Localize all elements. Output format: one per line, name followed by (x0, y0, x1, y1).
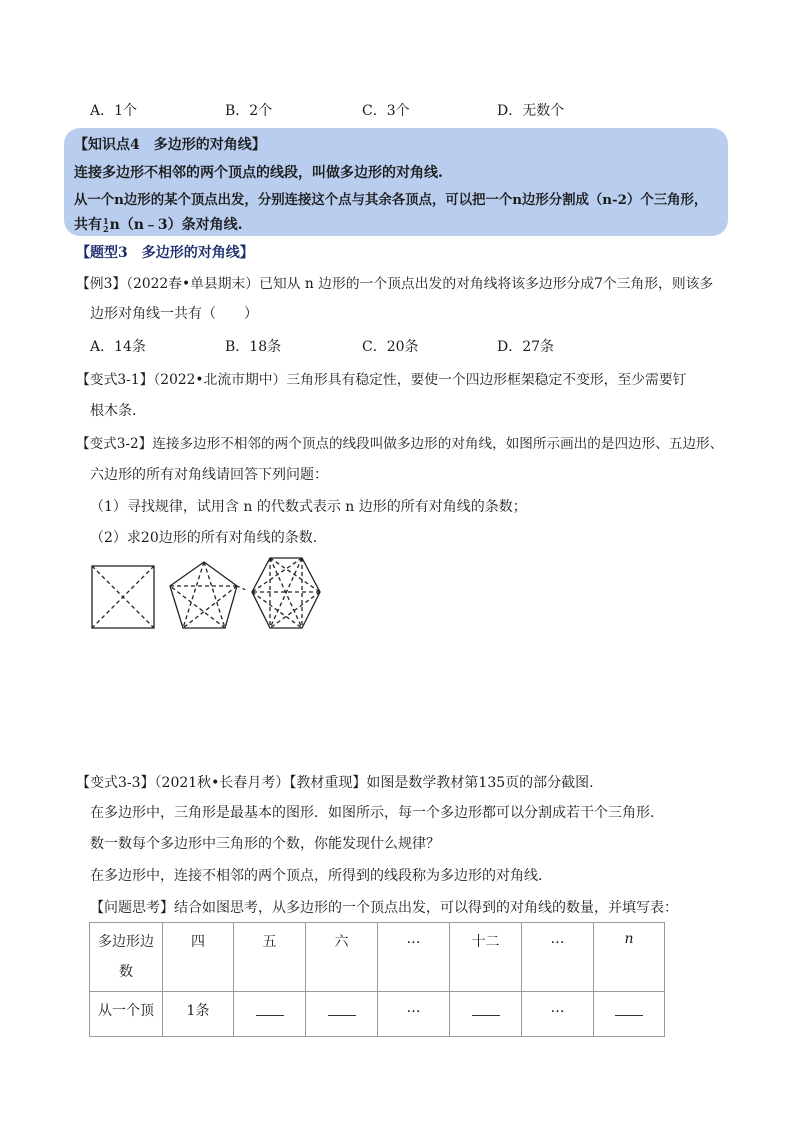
example3-line-1: 【例3】（2022春•单县期末）已知从 n 边形的一个顶点出发的对角线将该多边形分成7个三角形，则该多 (76, 276, 714, 292)
answer-blank[interactable] (328, 1001, 356, 1016)
hexagon (252, 558, 320, 628)
table-cell-blank[interactable] (450, 992, 522, 1037)
pentagon (170, 562, 237, 628)
variant33-line-4: 在多边形中，连接不相邻的两个顶点，所得到的线段称为多边形的对角线. (90, 868, 543, 884)
table-row-label: 从一个顶 (90, 992, 163, 1037)
knowledge-line-3-pre: 共有 (74, 217, 102, 233)
answer-blank[interactable] (472, 1001, 500, 1016)
table-header-cell: … (378, 923, 450, 992)
table-row (90, 992, 665, 1037)
variant32-line-1: 【变式3-2】连接多边形不相邻的两个顶点的线段叫做多边形的对角线，如图所示画出的是四边形、五边形、 (76, 436, 724, 452)
example3-option-d: D．27条 (497, 339, 555, 355)
polygon-diagonals-figure (86, 556, 326, 632)
fraction-denominator: 2 (103, 224, 109, 234)
table-header-cell: 五 (234, 923, 306, 992)
fraction-one-half (103, 217, 109, 233)
example3-option-a: A．14条 (90, 339, 146, 355)
option-d: D．无数个 (497, 103, 565, 119)
knowledge-line-3 (74, 214, 243, 234)
table-cell: … (378, 992, 450, 1037)
variant31-line-1: 【变式3-1】（2022•北流市期中）三角形具有稳定性，要使一个四边形框架稳定不变形，至少需要钉 (76, 372, 687, 388)
variant31-line-2: 根木条. (90, 403, 137, 419)
variant32-question-2: （2）求20边形的所有对角线的条数. (90, 530, 318, 546)
knowledge-box (64, 128, 728, 236)
table-header-cell: … (522, 923, 594, 992)
table-header-label (90, 923, 163, 992)
fraction-numerator: 1 (103, 216, 109, 226)
option-c: C．3个 (362, 103, 410, 119)
answer-blank[interactable] (256, 1001, 284, 1016)
table-header-cell: 四 (163, 923, 234, 992)
variant32-line-2: 六边形的所有对角线请回答下列问题： (90, 467, 328, 483)
variant33-line-2: 在多边形中，三角形是最基本的图形．如图所示，每一个多边形都可以分割成若干个三角形. (90, 805, 655, 821)
knowledge-line-3-post: n（n﹣3）条对角线. (109, 217, 243, 233)
answer-blank[interactable] (615, 1001, 643, 1016)
variant33-line-3: 数一数每个多边形中三角形的个数，你能发现什么规律？ (90, 836, 440, 852)
table-header-label-line-2: 数 (119, 964, 133, 980)
table-header-cell: n (594, 923, 665, 992)
table-cell-blank[interactable] (234, 992, 306, 1037)
table-header-cell: 十二 (450, 923, 522, 992)
option-b: B．2个 (225, 103, 273, 119)
knowledge-line-2: 从一个n边形的某个顶点出发，分别连接这个点与其余各顶点，可以把一个n边形分割成（n-2）个三角形， (74, 192, 708, 208)
example3-option-b: B．18条 (225, 339, 282, 355)
table-cell: … (522, 992, 594, 1037)
table-cell-blank[interactable] (306, 992, 378, 1037)
topic-heading: 【题型3 多边形的对角线】 (76, 245, 254, 261)
table-header-row (90, 923, 665, 992)
table-cell: 1条 (163, 992, 234, 1037)
diagonal-count-table (89, 922, 665, 1037)
knowledge-title: 【知识点4 多边形的对角线】 (74, 137, 266, 153)
option-a: A．1个 (90, 103, 138, 119)
variant32-question-1: （1）寻找规律，试用含 n 的代数式表示 n 边形的所有对角线的条数； (90, 499, 527, 515)
variant33-line-5: 【问题思考】结合如图思考，从多边形的一个顶点出发，可以得到的对角线的数量，并填写表： (90, 900, 678, 916)
knowledge-line-1: 连接多边形不相邻的两个顶点的线段，叫做多边形的对角线. (74, 165, 443, 181)
table-header-cell: 六 (306, 923, 378, 992)
quadrilateral (92, 566, 154, 628)
table-cell-blank[interactable] (594, 992, 665, 1037)
example3-option-c: C．20条 (362, 339, 419, 355)
table-header-label-line-1: 多边形边 (98, 934, 154, 950)
variant33-line-1: 【变式3-3】（2021秋•长春月考）【教材重现】如图是数学教材第135页的部分截图. (76, 775, 594, 791)
example3-line-2: 边形对角线一共有（ ） (90, 306, 258, 322)
